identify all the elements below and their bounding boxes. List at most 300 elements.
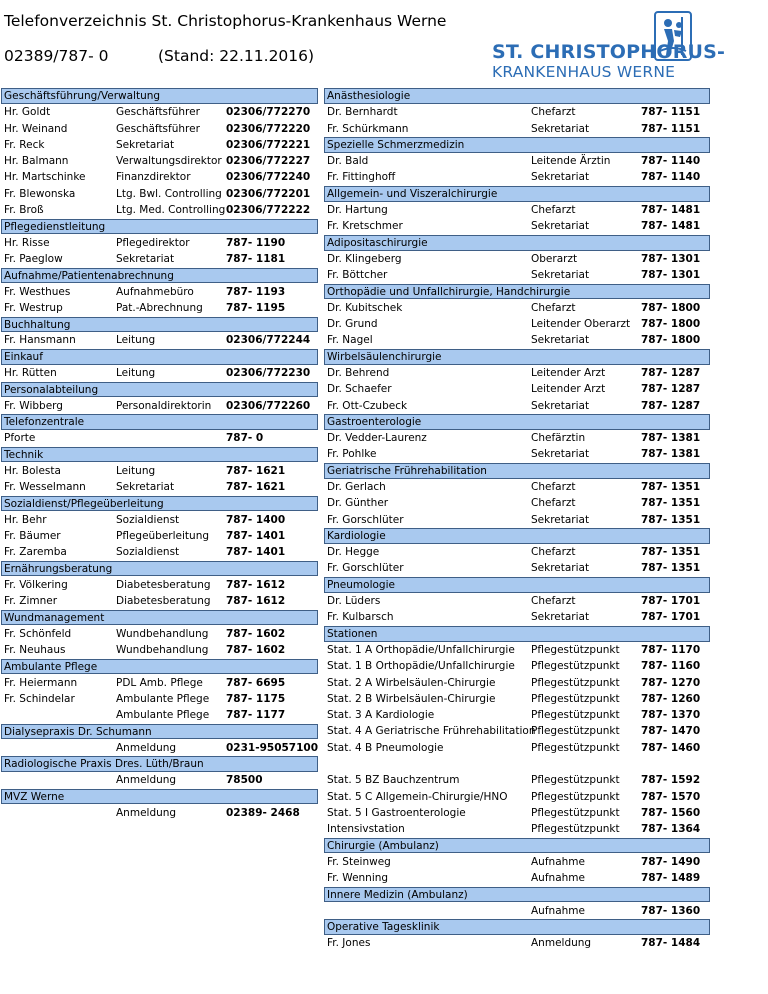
entry-extension: 787- 1490 <box>641 855 701 868</box>
entry-extension: 787- 1481 <box>641 204 701 217</box>
entry-extension: 787- 1260 <box>641 692 701 705</box>
entry-role: Verwaltungsdirektor <box>116 155 222 168</box>
entry-role: Pflegestützpunkt <box>531 660 620 673</box>
entry-role: Sekretariat <box>531 171 590 184</box>
section-title: Operative Tagesklinik <box>327 921 440 934</box>
entry-extension: 787- 1364 <box>641 823 701 836</box>
entry-name: Stat. 3 A Kardiologie <box>327 709 435 722</box>
entry-name: Fr. Steinweg <box>327 855 391 868</box>
section-title: Buchhaltung <box>4 318 71 331</box>
entry-extension: 787- 1484 <box>641 937 701 950</box>
section-title: Geriatrische Frührehabilitation <box>327 465 487 478</box>
entry-name: Fr. Fittinghoff <box>327 171 396 184</box>
entry-extension: 02306/772201 <box>226 187 311 200</box>
entry-extension: 02306/772222 <box>226 204 311 217</box>
directory-entry <box>324 153 710 169</box>
section-title: Wundmanagement <box>4 611 105 624</box>
entry-extension: 787- 1570 <box>641 790 701 803</box>
directory-entry <box>1 675 318 691</box>
entry-role: Pflegestützpunkt <box>531 823 620 836</box>
directory-entry <box>324 903 710 919</box>
section-header <box>324 577 710 593</box>
entry-name: Hr. Risse <box>4 236 50 249</box>
entry-role: Pflegestützpunkt <box>531 725 620 738</box>
directory-entry <box>324 691 710 707</box>
entry-role: Sekretariat <box>116 138 175 151</box>
directory-entry <box>1 121 318 137</box>
directory-entry <box>1 463 318 479</box>
section-header <box>1 88 318 104</box>
entry-extension: 787- 1287 <box>641 366 701 379</box>
entry-name: Dr. Günther <box>327 497 389 510</box>
entry-name: Stat. 4 A Geriatrische Frührehabilitation <box>327 725 536 738</box>
entry-role: Pflegestützpunkt <box>531 741 620 754</box>
logo-text-line2: KRANKENHAUS WERNE <box>492 63 676 81</box>
entry-extension: 02306/772270 <box>226 106 311 119</box>
entry-name: Hr. Rütten <box>4 366 57 379</box>
section-title: MVZ Werne <box>4 790 65 803</box>
entry-extension: 787- 1351 <box>641 562 701 575</box>
entry-extension: 787- 1612 <box>226 578 286 591</box>
directory-entry <box>1 626 318 642</box>
entry-name: Dr. Behrend <box>327 366 390 379</box>
entry-role: Pat.-Abrechnung <box>116 301 203 314</box>
entry-name: Dr. Vedder-Laurenz <box>327 432 427 445</box>
entry-role: Sekretariat <box>531 334 590 347</box>
entry-role: Sekretariat <box>116 252 175 265</box>
entry-role: Aufnahme <box>531 855 585 868</box>
entry-role: Sekretariat <box>531 562 590 575</box>
entry-extension: 787- 1351 <box>641 513 701 526</box>
section-header <box>1 659 318 675</box>
section-header <box>324 528 710 544</box>
entry-name: Dr. Lüders <box>327 595 381 608</box>
entry-role: Leitung <box>116 334 156 347</box>
entry-extension: 787- 1800 <box>641 318 701 331</box>
spacer <box>324 756 710 772</box>
entry-name: Fr. Hansmann <box>4 334 76 347</box>
entry-extension: 02306/772220 <box>226 122 311 135</box>
entry-role: Leitender Arzt <box>531 366 606 379</box>
entry-role: PDL Amb. Pflege <box>116 676 203 689</box>
directory-entry <box>324 935 710 951</box>
section-title: Ambulante Pflege <box>4 660 98 673</box>
entry-role: Leitende Ärztin <box>531 155 611 168</box>
entry-name: Fr. Schürkmann <box>327 122 409 135</box>
main-phone-number: 02389/787- 0 <box>4 47 109 65</box>
entry-role: Wundbehandlung <box>116 627 209 640</box>
entry-name: Stat. 2 B Wirbelsäulen-Chirurgie <box>327 692 496 705</box>
entry-role: Finanzdirektor <box>116 171 191 184</box>
section-title: Spezielle Schmerzmedizin <box>327 139 465 152</box>
section-header <box>324 284 710 300</box>
entry-name: Dr. Hegge <box>327 546 380 559</box>
directory-entry <box>1 398 318 414</box>
entry-name: Hr. Behr <box>4 513 47 526</box>
directory-entry <box>1 251 318 267</box>
section-title: Technik <box>4 448 44 461</box>
directory-entry <box>324 381 710 397</box>
entry-extension: 787- 1287 <box>641 399 701 412</box>
entry-extension: 787- 1181 <box>226 252 286 265</box>
entry-role: Anmeldung <box>116 774 177 787</box>
entry-extension: 02306/772244 <box>226 334 311 347</box>
entry-extension: 787- 1177 <box>226 709 286 722</box>
section-title: Chirurgie (Ambulanz) <box>327 839 439 852</box>
entry-name: Dr. Hartung <box>327 204 388 217</box>
entry-role: Chefärztin <box>531 432 586 445</box>
entry-name: Intensivstation <box>327 823 405 836</box>
section-header <box>324 235 710 251</box>
entry-role: Pflegestützpunkt <box>531 790 620 803</box>
section-header <box>324 137 710 153</box>
section-title: Geschäftsführung/Verwaltung <box>4 90 161 103</box>
entry-extension: 787- 1193 <box>226 285 286 298</box>
section-title: Sozialdienst/Pflegeüberleitung <box>4 497 164 510</box>
entry-name: Fr. Wenning <box>327 872 389 885</box>
section-title: Pneumologie <box>327 579 395 592</box>
entry-name: Dr. Bald <box>327 155 369 168</box>
entry-role: Ltg. Med. Controlling <box>116 204 226 217</box>
entry-name: Fr. Zaremba <box>4 546 67 559</box>
section-title: Stationen <box>327 628 378 641</box>
entry-role: Aufnahme <box>531 904 585 917</box>
entry-extension: 787- 1621 <box>226 481 286 493</box>
section-header <box>1 561 318 577</box>
section-header <box>1 756 318 772</box>
entry-extension: 02306/772240 <box>226 171 311 184</box>
section-header <box>324 349 710 365</box>
directory-entry <box>324 854 710 870</box>
section-title: Dialysepraxis Dr. Schumann <box>4 725 152 738</box>
entry-extension: 787- 1489 <box>641 872 701 885</box>
section-header <box>1 219 318 235</box>
entry-role: Leitung <box>116 366 156 379</box>
right-directory-column <box>324 88 710 952</box>
entry-name: Pforte <box>4 432 36 445</box>
entry-extension: 02306/772260 <box>226 399 311 412</box>
entry-extension: 787- 1401 <box>226 529 286 542</box>
entry-extension: 787- 1381 <box>641 448 701 461</box>
directory-entry <box>324 707 710 723</box>
section-title: Innere Medizin (Ambulanz) <box>327 888 468 901</box>
entry-role: Ambulante Pflege <box>116 692 210 705</box>
entry-extension: 787- 1602 <box>226 627 286 640</box>
entry-role: Personaldirektorin <box>116 399 212 412</box>
entry-name: Fr. Kulbarsch <box>327 611 394 624</box>
directory-entry <box>324 544 710 560</box>
directory-entry <box>1 332 318 348</box>
section-header <box>1 496 318 512</box>
stand-date: (Stand: 22.11.2016) <box>158 47 315 65</box>
section-title: Personalabteilung <box>4 383 99 396</box>
section-header <box>1 268 318 284</box>
entry-role: Chefarzt <box>531 106 576 119</box>
entry-name: Fr. Kretschmer <box>327 220 403 233</box>
directory-entry <box>324 121 710 137</box>
section-header <box>1 447 318 463</box>
directory-entry <box>324 609 710 625</box>
directory-entry <box>1 691 318 707</box>
entry-extension: 787- 1351 <box>641 546 701 559</box>
section-header <box>324 919 710 935</box>
entry-extension: 787- 1800 <box>641 301 701 314</box>
section-title: Einkauf <box>4 351 43 364</box>
entry-role: Sekretariat <box>531 399 590 412</box>
entry-name: Dr. Gerlach <box>327 481 386 493</box>
entry-name: Stat. 5 I Gastroenterologie <box>327 806 466 819</box>
directory-entry <box>324 446 710 462</box>
directory-entry <box>324 789 710 805</box>
section-header <box>1 724 318 740</box>
directory-entry <box>324 642 710 658</box>
entry-extension: 787- 1592 <box>641 774 701 787</box>
entry-extension: 787- 1370 <box>641 709 701 722</box>
directory-entry <box>324 300 710 316</box>
directory-entry <box>1 740 318 756</box>
directory-entry <box>1 593 318 609</box>
entry-name: Hr. Martschinke <box>4 171 86 184</box>
entry-name: Fr. Wibberg <box>4 399 63 412</box>
entry-extension: 787- 1400 <box>226 513 286 526</box>
entry-role: Chefarzt <box>531 595 576 608</box>
entry-extension: 787- 0 <box>226 432 264 445</box>
entry-role: Pflegestützpunkt <box>531 692 620 705</box>
entry-role: Pflegestützpunkt <box>531 709 620 722</box>
section-title: Gastroenterologie <box>327 416 422 429</box>
entry-extension: 787- 1140 <box>641 155 701 168</box>
section-title: Orthopädie und Unfallchirurgie, Handchirurgie <box>327 285 571 298</box>
entry-extension: 78500 <box>226 774 263 787</box>
directory-entry <box>324 870 710 886</box>
directory-entry <box>324 398 710 414</box>
entry-role: Pflegestützpunkt <box>531 806 620 819</box>
entry-name: Fr. Schönfeld <box>4 627 72 640</box>
entry-extension: 787- 1301 <box>641 252 701 265</box>
entry-role: Sekretariat <box>531 269 590 282</box>
entry-extension: 02389- 2468 <box>226 806 300 819</box>
section-title: Pflegedienstleitung <box>4 220 106 233</box>
entry-role: Leitender Arzt <box>531 383 606 396</box>
directory-entry <box>1 528 318 544</box>
entry-name: Fr. Broß <box>4 204 44 217</box>
directory-entry <box>324 675 710 691</box>
entry-role: Geschäftsführer <box>116 122 200 135</box>
section-header <box>1 317 318 333</box>
directory-entry <box>324 593 710 609</box>
entry-name: Stat. 5 C Allgemein-Chirurgie/HNO <box>327 790 508 803</box>
section-title: Wirbelsäulenchirurgie <box>327 351 442 364</box>
directory-entry <box>324 251 710 267</box>
directory-entry <box>324 104 710 120</box>
entry-name: Fr. Nagel <box>327 334 373 347</box>
page-title: Telefonverzeichnis St. Christophorus-Krankenhaus Werne <box>4 12 447 30</box>
directory-entry <box>324 218 710 234</box>
entry-extension: 787- 1401 <box>226 546 286 559</box>
entry-role: Sekretariat <box>531 448 590 461</box>
entry-role: Leitender Oberarzt <box>531 318 631 331</box>
entry-role: Anmeldung <box>531 937 592 950</box>
entry-name: Hr. Bolesta <box>4 464 61 477</box>
entry-name: Stat. 1 A Orthopädie/Unfallchirurgie <box>327 643 515 656</box>
directory-entry <box>1 169 318 185</box>
section-header <box>324 414 710 430</box>
entry-name: Fr. Heiermann <box>4 676 78 689</box>
entry-extension: 787- 1481 <box>641 220 701 233</box>
entry-role: Pflegedirektor <box>116 236 190 249</box>
directory-entry <box>324 316 710 332</box>
directory-entry <box>1 707 318 723</box>
entry-name: Stat. 5 BZ Bauchzentrum <box>327 774 460 787</box>
directory-entry <box>1 805 318 821</box>
entry-name: Fr. Zimner <box>4 595 58 608</box>
entry-extension: 787- 1270 <box>641 676 701 689</box>
entry-name: Fr. Ott-Czubeck <box>327 399 408 412</box>
directory-entry <box>324 512 710 528</box>
entry-name: Hr. Goldt <box>4 106 51 119</box>
entry-role: Chefarzt <box>531 204 576 217</box>
entry-name: Fr. Westhues <box>4 285 71 298</box>
directory-entry <box>324 202 710 218</box>
section-header <box>324 186 710 202</box>
directory-entry <box>324 365 710 381</box>
entry-role: Pflegestützpunkt <box>531 643 620 656</box>
section-header <box>324 463 710 479</box>
entry-name: Fr. Westrup <box>4 301 63 314</box>
entry-name: Hr. Balmann <box>4 155 69 168</box>
directory-entry <box>1 284 318 300</box>
section-header <box>324 887 710 903</box>
directory-entry <box>324 560 710 576</box>
section-title: Aufnahme/Patientenabrechnung <box>4 269 174 282</box>
entry-name: Stat. 4 B Pneumologie <box>327 741 444 754</box>
entry-role: Sekretariat <box>531 513 590 526</box>
directory-entry <box>324 479 710 495</box>
entry-extension: 787- 1301 <box>641 269 701 282</box>
section-header <box>1 610 318 626</box>
entry-name: Fr. Blewonska <box>4 187 76 200</box>
entry-extension: 787- 1195 <box>226 301 286 314</box>
entry-extension: 787- 1460 <box>641 741 701 754</box>
section-header <box>324 626 710 642</box>
entry-extension: 787- 1287 <box>641 383 701 396</box>
directory-entry <box>1 642 318 658</box>
entry-name: Fr. Völkering <box>4 578 68 591</box>
entry-name: Dr. Bernhardt <box>327 106 398 119</box>
section-title: Adipositaschirurgie <box>327 237 428 250</box>
directory-entry <box>1 186 318 202</box>
section-header <box>1 349 318 365</box>
entry-role: Anmeldung <box>116 741 177 754</box>
entry-extension: 787- 1701 <box>641 611 701 624</box>
directory-entry <box>1 104 318 120</box>
entry-role: Leitung <box>116 464 156 477</box>
directory-entry <box>324 772 710 788</box>
entry-role: Anmeldung <box>116 806 177 819</box>
entry-name: Stat. 2 A Wirbelsäulen-Chirurgie <box>327 676 496 689</box>
entry-extension: 0231-95057100 <box>226 741 319 754</box>
entry-extension: 02306/772230 <box>226 366 311 379</box>
entry-name: Dr. Schaefer <box>327 383 392 396</box>
entry-name: Dr. Kubitschek <box>327 301 403 314</box>
entry-extension: 787- 1140 <box>641 171 701 184</box>
entry-extension: 787- 1175 <box>226 692 286 705</box>
directory-entry <box>324 740 710 756</box>
entry-role: Chefarzt <box>531 546 576 559</box>
entry-role: Chefarzt <box>531 497 576 510</box>
entry-role: Chefarzt <box>531 481 576 493</box>
entry-extension: 787- 1701 <box>641 595 701 608</box>
directory-entry <box>324 723 710 739</box>
directory-entry <box>1 202 318 218</box>
directory-entry <box>1 430 318 446</box>
directory-entry <box>324 169 710 185</box>
entry-name: Fr. Gorschlüter <box>327 562 404 575</box>
section-header <box>324 88 710 104</box>
entry-role: Wundbehandlung <box>116 643 209 656</box>
entry-name: Fr. Gorschlüter <box>327 513 404 526</box>
directory-entry <box>324 332 710 348</box>
directory-entry <box>324 821 710 837</box>
entry-role: Sozialdienst <box>116 546 180 559</box>
directory-entry <box>1 544 318 560</box>
entry-role: Sozialdienst <box>116 513 180 526</box>
directory-entry <box>1 300 318 316</box>
directory-entry <box>324 495 710 511</box>
entry-extension: 787- 1800 <box>641 334 701 347</box>
entry-name: Stat. 1 B Orthopädie/Unfallchirurgie <box>327 660 515 673</box>
directory-entry <box>1 577 318 593</box>
entry-extension: 787- 1360 <box>641 904 701 917</box>
entry-role: Pflegeüberleitung <box>116 529 210 542</box>
section-title: Kardiologie <box>327 530 386 543</box>
directory-entry <box>1 512 318 528</box>
directory-entry <box>1 772 318 788</box>
entry-extension: 787- 1151 <box>641 122 701 135</box>
entry-role: Geschäftsführer <box>116 106 200 119</box>
entry-role: Chefarzt <box>531 301 576 314</box>
entry-extension: 787- 1381 <box>641 432 701 445</box>
entry-role: Sekretariat <box>531 220 590 233</box>
logo-text-line1: ST. CHRISTOPHORUS- <box>492 41 726 63</box>
directory-entry <box>1 153 318 169</box>
entry-name: Fr. Wesselmann <box>4 481 86 493</box>
directory-entry <box>324 805 710 821</box>
entry-extension: 02306/772221 <box>226 138 311 151</box>
directory-entry <box>1 479 318 495</box>
entry-extension: 787- 1351 <box>641 481 701 493</box>
entry-name: Fr. Bäumer <box>4 529 61 542</box>
section-header <box>324 838 710 854</box>
entry-extension: 787- 6695 <box>226 676 286 689</box>
directory-entry <box>324 267 710 283</box>
entry-extension: 787- 1560 <box>641 806 701 819</box>
entry-name: Dr. Grund <box>327 318 378 331</box>
entry-name: Fr. Pohlke <box>327 448 377 461</box>
entry-role: Oberarzt <box>531 252 578 265</box>
entry-extension: 787- 1170 <box>641 643 701 656</box>
entry-role: Ltg. Bwl. Controlling <box>116 187 222 200</box>
entry-extension: 787- 1351 <box>641 497 701 510</box>
entry-name: Hr. Weinand <box>4 122 68 135</box>
entry-name: Fr. Schindelar <box>4 692 75 705</box>
entry-role: Pflegestützpunkt <box>531 676 620 689</box>
directory-entry <box>1 137 318 153</box>
section-title: Anästhesiologie <box>327 90 411 103</box>
section-title: Allgemein- und Viszeralchirurgie <box>327 188 498 201</box>
entry-role: Diabetesberatung <box>116 578 211 591</box>
entry-extension: 787- 1190 <box>226 236 286 249</box>
